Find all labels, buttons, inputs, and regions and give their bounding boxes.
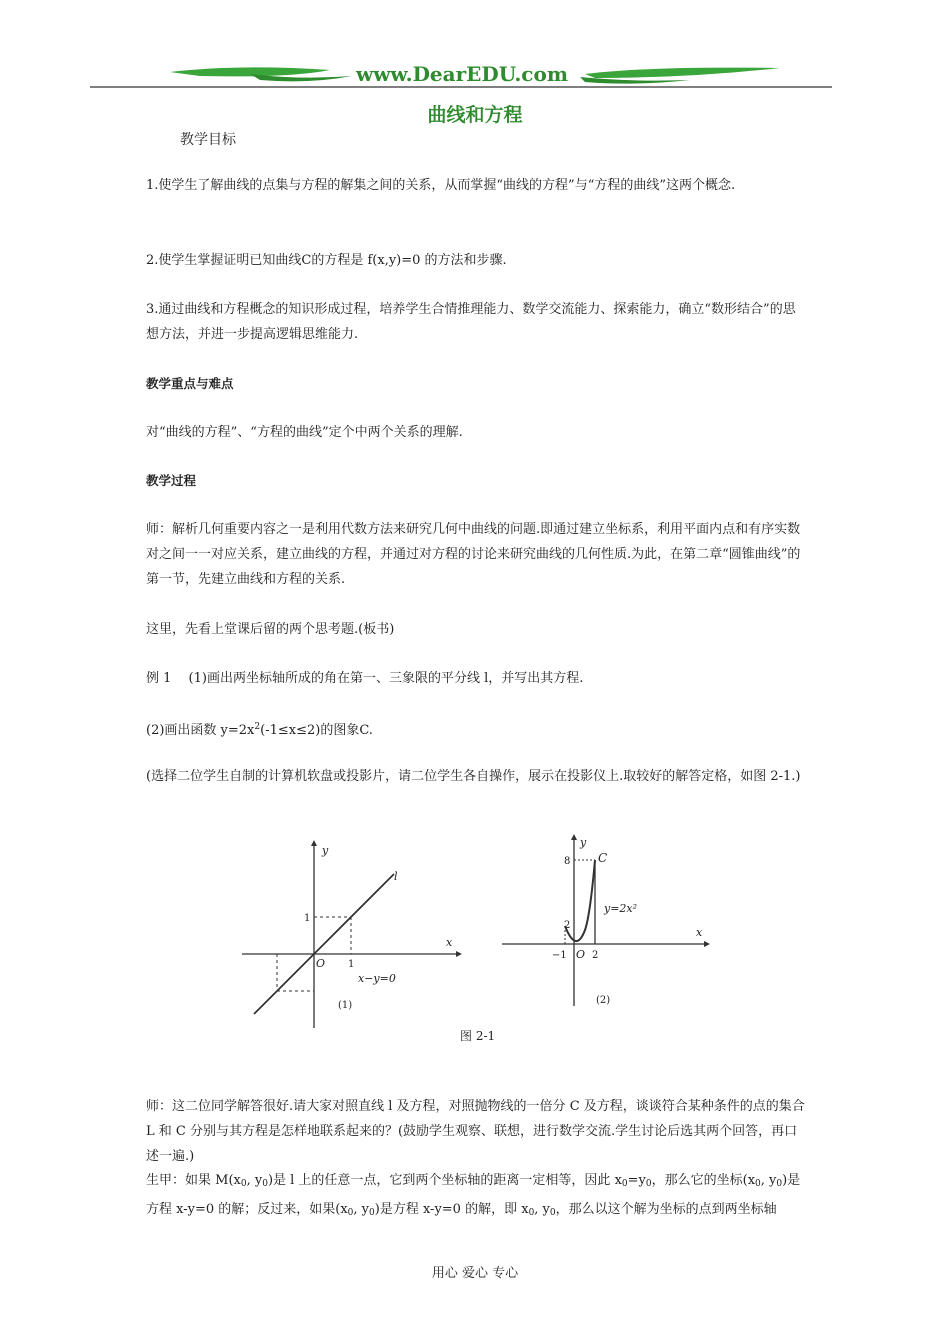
figure-caption: 图 2-1 xyxy=(460,1029,496,1043)
subscript: 0 xyxy=(528,1208,535,1218)
student-a-text: ，那么以这个解为坐标的点到两坐标轴 xyxy=(555,1202,777,1217)
paragraph-board: 这里，先看上堂课后留的两个思考题.(板书) xyxy=(146,622,395,637)
right-x-arrow xyxy=(704,941,710,947)
student-a-text: )是 l 上的任意一点，它到两个坐标轴的距离一定相等，因此 x xyxy=(267,1173,622,1188)
paragraph-projection: (选择二位学生自制的计算机软盘或投影片，请二位学生各自操作，展示在投影仪上.取较好的解答定格，如图 2-1.) xyxy=(146,769,801,784)
student-a-text: , y xyxy=(760,1173,777,1188)
student-a-text: , y xyxy=(353,1202,370,1217)
subscript: 0 xyxy=(755,1179,761,1189)
exponent: 2 xyxy=(254,722,261,732)
right-graph-label: (2) xyxy=(596,995,611,1006)
student-a-text: )是方程 x-y=0 的解；反过来，如果(x xyxy=(146,1173,801,1217)
figure-2-1 xyxy=(234,830,734,1050)
subscript: 0 xyxy=(776,1179,783,1189)
left-tick-x1: 1 xyxy=(348,959,355,970)
goal-2: 2.使学生掌握证明已知曲线C的方程是 f(x,y)=0 的方法和步骤. xyxy=(146,253,507,268)
left-x-arrow xyxy=(456,951,462,957)
paragraph-intro: 师：解析几何重要内容之一是利用代数方法来研究几何中曲线的问题.即通过建立坐标系，利用平面内点和有序实数对之间一一对应关系，建立曲线的方程，并通过对方程的讨论来研究曲线的几何性质.为此，在第二章“圆锥曲线”的第一节，先建立曲线和方程的关系. xyxy=(146,522,801,587)
right-tick-x2: 2 xyxy=(592,950,599,961)
subscript: 0 xyxy=(645,1179,652,1189)
subscript: 0 xyxy=(369,1208,375,1218)
paragraph-discussion: 师：这二位同学解答很好.请大家对照直线 l 及方程，对照抛物线的一倍分 C 及方程，谈谈符合某种条件的点的集合 L 和 C 分别与其方程是怎样地联系起来的？(鼓励学生观察、联想，进行数学交流.学生讨论后选其两个回答，再口述一遍.) xyxy=(146,1099,805,1164)
left-y-label: y xyxy=(322,844,329,857)
key-text: 对“曲线的方程”、“方程的曲线”定个中两个关系的理解. xyxy=(146,425,463,440)
section-process-heading: 教学过程 xyxy=(146,473,197,488)
subscript: 0 xyxy=(621,1179,628,1189)
left-equation: x−y=0 xyxy=(358,972,396,985)
line-l-label: l xyxy=(394,870,398,883)
page-footer: 用心 爱心 专心 xyxy=(431,1266,519,1281)
right-y-arrow xyxy=(571,834,577,840)
right-tick-y2: 2 xyxy=(564,920,571,931)
paragraph-student-a xyxy=(146,1168,808,1226)
graph-parabola-c xyxy=(502,834,710,1006)
left-y-arrow xyxy=(311,840,317,846)
example-1-part-1: 例 1 (1)画出两坐标轴所成的角在第一、三象限的平分线 l，并写出其方程. xyxy=(146,671,584,686)
right-tick-8: 8 xyxy=(564,856,571,867)
student-a-text: ，那么它的坐标(x xyxy=(651,1173,756,1188)
curve-c-label: C xyxy=(598,851,608,865)
student-a-text: =y xyxy=(627,1173,646,1188)
section-key-heading: 教学重点与难点 xyxy=(146,376,234,391)
right-origin-label: O xyxy=(576,948,586,961)
right-equation: y=2x² xyxy=(604,902,638,915)
subscript: 0 xyxy=(549,1208,556,1218)
line-l xyxy=(254,874,394,1014)
left-graph-label: (1) xyxy=(338,1000,353,1011)
goal-1: 1.使学生了解曲线的点集与方程的解集之间的关系，从而掌握“曲线的方程”与“方程的曲线”这两个概念. xyxy=(146,178,736,193)
example-1-part-2 xyxy=(146,715,808,743)
left-x-label: x xyxy=(446,936,453,949)
right-tick-neg1: −1 xyxy=(552,950,567,961)
left-origin-label: O xyxy=(316,957,326,970)
header-banner-graphic xyxy=(90,58,832,92)
section-goals-heading: 教学目标 xyxy=(180,132,236,148)
header-brand-text[interactable]: www.DearEDU.com xyxy=(355,62,569,86)
student-a-text: )是方程 x-y=0 的解，即 x xyxy=(374,1202,529,1217)
student-a-text: , y xyxy=(534,1202,550,1217)
subscript: 0 xyxy=(262,1179,268,1189)
example-1-part-2-pre: (2)画出函数 y=2x xyxy=(146,723,255,738)
subscript: 0 xyxy=(347,1208,354,1218)
site-header xyxy=(90,58,832,92)
right-y-label: y xyxy=(580,836,587,849)
subscript: 0 xyxy=(240,1179,247,1189)
graph-line-l xyxy=(242,840,462,1028)
student-a-text: , y xyxy=(246,1173,263,1188)
left-tick-y1: 1 xyxy=(304,913,311,924)
example-1-part-2-post: (-1≤x≤2)的图象C. xyxy=(260,723,373,738)
goal-3: 3.通过曲线和方程概念的知识形成过程，培养学生合情推理能力、数学交流能力、探索能力，确立“数形结合”的思想方法，并进一步提高逻辑思维能力. xyxy=(146,302,796,342)
page-title: 曲线和方程 xyxy=(427,104,523,126)
right-x-label: x xyxy=(696,926,703,939)
student-a-text: 生甲：如果 M(x xyxy=(146,1173,241,1188)
